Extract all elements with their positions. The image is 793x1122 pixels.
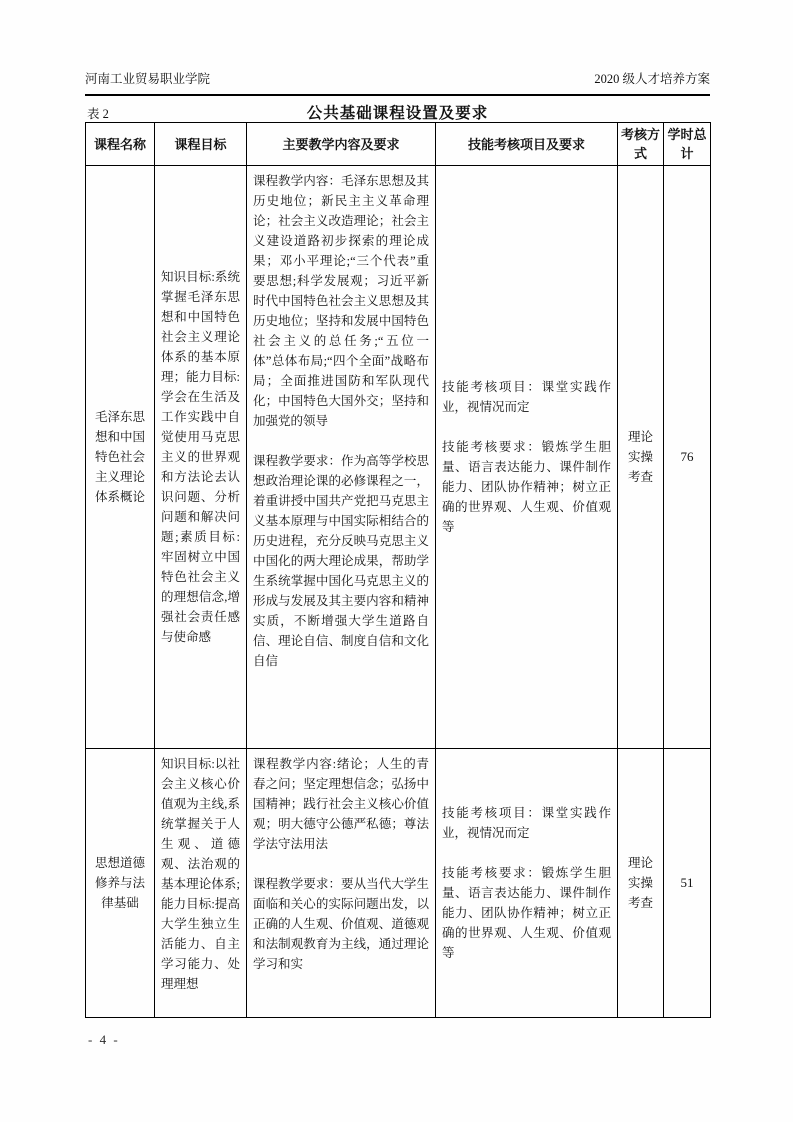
teaching-content-paragraph: 课程教学内容:绪论；人生的青春之问；坚定理想信念；弘扬中国精神；践行社会主义核心价值观；明大德守公德严私德；尊法学法守法用法 [253, 757, 429, 851]
course-goal-text: 知识目标:以社会主义核心价值观为主线,系统掌握关于人生观、道德观、法治观的基本理论体系;能力目标:提高大学生独立生活能力、自主学习能力、处理理想 [161, 757, 240, 991]
teaching-content-text [253, 171, 429, 742]
column-header-course-goal: 课程目标 [155, 123, 247, 166]
course-requirements-table [85, 122, 711, 1018]
header-school-name: 河南工业贸易职业学院 [85, 72, 211, 86]
page-number: - 4 - [88, 1032, 120, 1047]
cell-skill-assessment [436, 749, 618, 1018]
column-header-total-hours: 学时总计 [664, 123, 711, 166]
teaching-requirement-paragraph: 课程教学要求：要从当代大学生面临和关心的实际问题出发，以正确的人生观、价值观、道德观和法制观教育为主线，通过理论学习和实 [253, 877, 429, 971]
cell-course-goal: 知识目标:系统掌握毛泽东思想和中国特色社会主义理论体系的基本原理；能力目标:学会在生活及工作实践中自觉使用马克思主义的世界观和方法论去认识问题、分析问题和解决问题;素质目标:牢固树立中国特色社会主义的理想信念,增强社会责任感与使命感 [155, 166, 247, 749]
header-plan-name: 2020 级人才培养方案 [594, 72, 710, 86]
column-header-assessment-method: 考核方式 [618, 123, 664, 166]
skill-assessment-requirement-paragraph: 技能考核要求：锻炼学生胆量、语言表达能力、课件制作能力、团队协作精神；树立正确的世界观、人生观、价值观等 [442, 866, 611, 960]
cell-teaching-content [247, 166, 436, 749]
column-header-course-name: 课程名称 [86, 123, 155, 166]
table-title: 公共基础课程设置及要求 [306, 105, 489, 122]
teaching-content-paragraph: 课程教学内容：毛泽东思想及其历史地位；新民主主义革命理论；社会主义改造理论；社会主义建设道路初步探索的理论成果；邓小平理论;“三个代表”重要思想;科学发展观；习近平新时代中国特色社会主义思想及其历史地位；坚持和发展中国特色社会主义的总任务;“五位一体”总体布局;“四个全面”战略布局；全面推进国防和军队现代化；中国特色大国外交；坚持和加强党的领导 [253, 174, 429, 428]
table-number-label: 表 2 [87, 107, 109, 121]
column-header-skill-assessment: 技能考核项目及要求 [436, 123, 618, 166]
cell-teaching-content [247, 749, 436, 1018]
column-header-teaching-content: 主要教学内容及要求 [247, 123, 436, 166]
page-header [85, 71, 710, 87]
cell-assessment-method: 理论实操考查 [618, 749, 664, 1018]
skill-assessment-item-paragraph: 技能考核项目：课堂实践作业，视情况而定 [442, 806, 611, 840]
cell-course-goal [155, 749, 247, 1018]
teaching-content-text [253, 754, 429, 1010]
table-caption-row [85, 101, 710, 122]
cell-course-name: 毛泽东思想和中国特色社会主义理论体系概论 [86, 166, 155, 749]
cell-skill-assessment [436, 166, 618, 749]
cell-total-hours: 51 [664, 749, 711, 1018]
table-row-morality-law-course [86, 749, 711, 1018]
teaching-requirement-paragraph: 课程教学要求：作为高等学校思想政治理论课的必修课程之一，着重讲授中国共产党把马克思主义基本原理与中国实际相结合的历史进程，充分反映马克思主义中国化的两大理论成果，帮助学生系统掌握中国化马克思主义的形成与发展及其主要内容和精神实质，不断增强大学生道路自信、理论自信、制度自信和文化自信 [253, 454, 429, 668]
cell-assessment-method: 理论实操考查 [618, 166, 664, 749]
header-divider [85, 94, 710, 96]
skill-assessment-item-paragraph: 技能考核项目：课堂实践作业，视情况而定 [442, 380, 611, 414]
cell-total-hours: 76 [664, 166, 711, 749]
skill-assessment-requirement-paragraph: 技能考核要求：锻炼学生胆量、语言表达能力、课件制作能力、团队协作精神；树立正确的世界观、人生观、价值观等 [442, 440, 611, 534]
table-row-maozedong-course [86, 166, 711, 749]
cell-course-name: 思想道德修养与法律基础 [86, 749, 155, 1018]
table-header-row [86, 123, 711, 166]
